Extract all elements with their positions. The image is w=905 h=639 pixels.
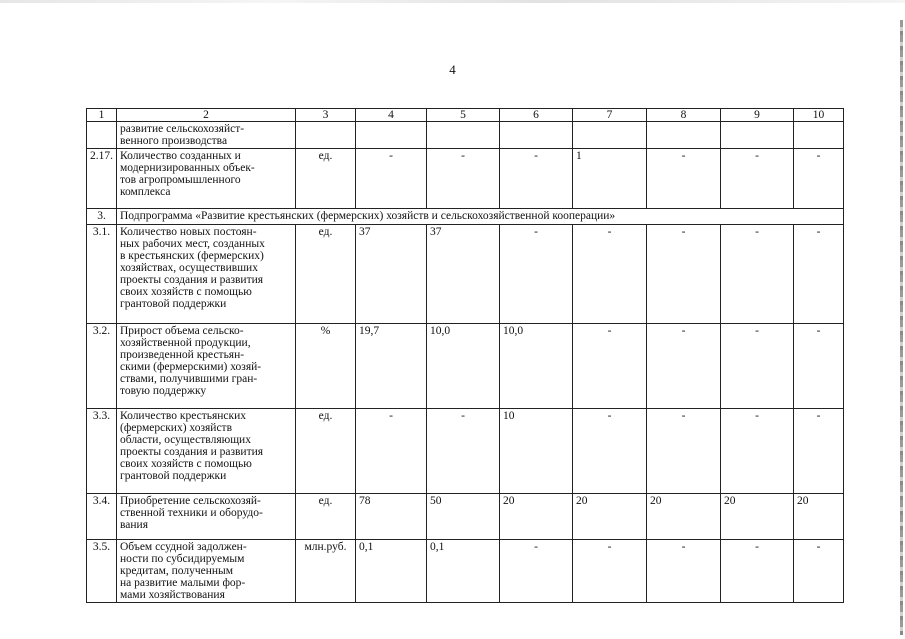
- indicator-name-line: Приобретение сельскохозяй-: [120, 495, 261, 507]
- row-number: 2.17.: [87, 149, 117, 209]
- value-cell: [647, 122, 721, 149]
- indicator-name-line: хозяйствах, осуществивших: [120, 262, 258, 274]
- table-row: [87, 540, 844, 603]
- column-number: 5: [427, 109, 500, 122]
- indicator-name-line: области, осуществляющих: [120, 434, 251, 446]
- value-cell: 20: [721, 494, 794, 540]
- value-cell: [356, 122, 427, 149]
- indicator-name-line: проекты создания и развития: [120, 446, 264, 458]
- indicator-name: [117, 324, 296, 409]
- value-cell: [573, 122, 647, 149]
- indicator-name-line: (фермерских) хозяйств: [120, 422, 233, 434]
- page-number: 4: [449, 62, 456, 77]
- indicator-name: [117, 225, 296, 324]
- value-cell: -: [427, 409, 500, 494]
- row-number: [87, 122, 117, 149]
- table-row: [87, 494, 844, 540]
- column-number: 6: [500, 109, 573, 122]
- value-cell: [500, 122, 573, 149]
- table-row: [87, 225, 844, 324]
- section-number: 3.: [87, 209, 117, 225]
- indicator-name-line: ственной техники и оборудо-: [120, 507, 263, 519]
- column-number: 2: [117, 109, 296, 122]
- unit: [296, 122, 356, 149]
- value-cell: -: [573, 225, 647, 324]
- value-cell: -: [647, 409, 721, 494]
- column-number: 10: [794, 109, 844, 122]
- scan-top-edge: [0, 0, 905, 3]
- value-cell: -: [356, 149, 427, 209]
- row-number: 3.4.: [87, 494, 117, 540]
- value-cell: [794, 122, 844, 149]
- table-row: [87, 409, 844, 494]
- indicator-name-line: модернизированных объек-: [120, 162, 255, 174]
- value-cell: 10,0: [427, 324, 500, 409]
- indicator-name-line: скими (фермерскими) хозяй-: [120, 361, 262, 373]
- table-body: [87, 109, 844, 603]
- indicator-name-line: грантовой поддержки: [120, 298, 227, 310]
- value-cell: 37: [356, 225, 427, 324]
- column-number: 9: [721, 109, 794, 122]
- indicator-name: [117, 122, 296, 149]
- value-cell: -: [500, 540, 573, 603]
- indicator-name-line: своих хозяйств с помощью: [120, 458, 252, 470]
- row-number: 3.3.: [87, 409, 117, 494]
- value-cell: -: [573, 540, 647, 603]
- column-number: 8: [647, 109, 721, 122]
- indicator-name-line: ствами, получившими гран-: [120, 373, 258, 385]
- row-number: 3.5.: [87, 540, 117, 603]
- row-number: 3.1.: [87, 225, 117, 324]
- indicator-name-line: Прирост объема сельско-: [120, 325, 244, 337]
- value-cell: -: [721, 540, 794, 603]
- value-cell: 50: [427, 494, 500, 540]
- value-cell: -: [647, 225, 721, 324]
- indicator-name-line: произведенной крестьян-: [120, 349, 245, 361]
- value-cell: -: [794, 149, 844, 209]
- indicator-name-line: кредитам, полученным: [120, 565, 234, 577]
- table-row: [87, 149, 844, 209]
- indicator-name: [117, 149, 296, 209]
- column-number: 1: [87, 109, 117, 122]
- indicator-name: [117, 494, 296, 540]
- column-number-row: [87, 109, 844, 122]
- value-cell: -: [647, 540, 721, 603]
- value-cell: -: [721, 324, 794, 409]
- value-cell: -: [721, 225, 794, 324]
- column-number: 4: [356, 109, 427, 122]
- value-cell: -: [794, 540, 844, 603]
- value-cell: [427, 122, 500, 149]
- indicator-name-line: Количество новых постоян-: [120, 226, 257, 238]
- value-cell: -: [573, 409, 647, 494]
- section-row: [87, 209, 844, 225]
- unit: млн.руб.: [296, 540, 356, 603]
- value-cell: 20: [647, 494, 721, 540]
- value-cell: 10: [500, 409, 573, 494]
- indicator-name-line: на развитие малыми фор-: [120, 577, 246, 589]
- value-cell: 37: [427, 225, 500, 324]
- value-cell: -: [647, 149, 721, 209]
- indicator-name-line: хозяйственной продукции,: [120, 337, 251, 349]
- indicator-name-line: комплекса: [120, 186, 171, 198]
- value-cell: -: [427, 149, 500, 209]
- value-cell: 78: [356, 494, 427, 540]
- unit: ед.: [296, 409, 356, 494]
- indicator-name: [117, 409, 296, 494]
- indicator-name-line: ных рабочих мест, созданных: [120, 238, 265, 250]
- value-cell: -: [500, 225, 573, 324]
- indicator-name-line: грантовой поддержки: [120, 470, 227, 482]
- value-cell: 20: [573, 494, 647, 540]
- indicator-name-line: товую поддержку: [120, 385, 207, 397]
- value-cell: -: [573, 324, 647, 409]
- value-cell: 20: [794, 494, 844, 540]
- indicator-name-line: в крестьянских (фермерских): [120, 250, 264, 262]
- value-cell: [721, 122, 794, 149]
- unit: ед.: [296, 225, 356, 324]
- indicator-name-line: венного производства: [120, 135, 228, 147]
- value-cell: 0,1: [427, 540, 500, 603]
- indicator-name-line: ности по субсидируемым: [120, 553, 245, 565]
- value-cell: 0,1: [356, 540, 427, 603]
- indicator-name-line: Количество созданных и: [120, 150, 241, 162]
- table-row: [87, 122, 844, 149]
- row-number: 3.2.: [87, 324, 117, 409]
- indicators-table: [86, 108, 844, 603]
- value-cell: -: [721, 409, 794, 494]
- value-cell: -: [794, 409, 844, 494]
- indicator-name-line: Объем ссудной задолжен-: [120, 541, 247, 553]
- value-cell: -: [721, 149, 794, 209]
- value-cell: 19,7: [356, 324, 427, 409]
- value-cell: -: [647, 324, 721, 409]
- unit: ед.: [296, 149, 356, 209]
- indicator-name-line: своих хозяйств с помощью: [120, 286, 252, 298]
- value-cell: 1: [573, 149, 647, 209]
- column-number: 3: [296, 109, 356, 122]
- indicator-name-line: Количество крестьянских: [120, 410, 247, 422]
- value-cell: -: [356, 409, 427, 494]
- section-title: Подпрограмма «Развитие крестьянских (фермерских) хозяйств и сельскохозяйственной кооперации»: [117, 209, 844, 225]
- value-cell: -: [794, 225, 844, 324]
- value-cell: -: [500, 149, 573, 209]
- indicator-name-line: развитие сельскохозяйст-: [120, 123, 245, 135]
- unit: %: [296, 324, 356, 409]
- indicator-name-line: тов агропромышленного: [120, 174, 241, 186]
- unit: ед.: [296, 494, 356, 540]
- indicator-name-line: мами хозяйствования: [120, 589, 225, 601]
- indicator-name-line: вания: [120, 519, 148, 531]
- indicator-name-line: проекты создания и развития: [120, 274, 264, 286]
- indicator-name: [117, 540, 296, 603]
- value-cell: 20: [500, 494, 573, 540]
- value-cell: 10,0: [500, 324, 573, 409]
- table-row: [87, 324, 844, 409]
- scan-right-edge: [900, 20, 903, 635]
- value-cell: -: [794, 324, 844, 409]
- column-number: 7: [573, 109, 647, 122]
